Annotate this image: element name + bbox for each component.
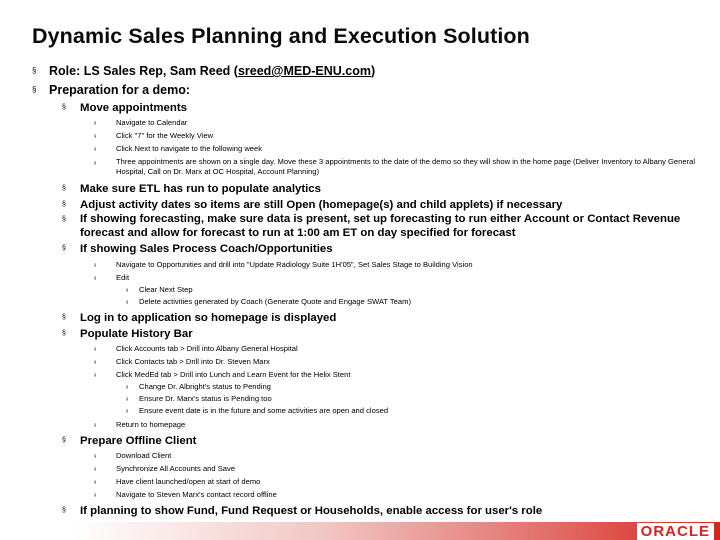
list-item: [94, 143, 262, 154]
fund-text: If planning to show Fund, Fund Request or Households, enable access for user's role: [80, 505, 543, 517]
history-label: Populate History Bar: [80, 328, 193, 340]
bullet-marker: §: [126, 287, 129, 292]
list-item: [94, 259, 473, 270]
bullet-marker: §: [62, 245, 66, 252]
bullet-marker: §: [94, 262, 97, 267]
bullet-marker: §: [126, 408, 129, 413]
activity-dates-text: Adjust activity dates so items are still Open (homepage(s) and child applets) if necessary: [80, 199, 563, 211]
bullet-marker: §: [62, 201, 66, 208]
role-text: [49, 64, 375, 78]
list-item: [126, 382, 271, 392]
preparation-bullet: [32, 83, 190, 97]
role-suffix: ): [371, 64, 376, 78]
step-text: Navigate to Opportunities and drill into "Update Radiology Suite 1H'05", Set Sales Stage to Building Vision: [116, 260, 473, 269]
history-heading: [62, 327, 193, 341]
forecasting-bullet: [62, 213, 710, 240]
step-text: Click Accounts tab > Drill into Albany General Hospital: [116, 344, 298, 353]
bullet-marker: §: [94, 346, 97, 351]
etl-bullet: [62, 182, 321, 196]
role-prefix: Role: LS Sales Rep, Sam Reed (: [49, 64, 238, 78]
bullet-marker: §: [32, 66, 37, 75]
bullet-marker: §: [94, 120, 97, 125]
bullet-marker: §: [94, 275, 97, 280]
fund-bullet: [62, 504, 542, 518]
preparation-text: Preparation for a demo:: [49, 83, 190, 97]
list-item: [94, 343, 298, 354]
bullet-marker: §: [94, 492, 97, 497]
oracle-logo: ORACLE: [637, 523, 714, 540]
list-item: [94, 419, 185, 430]
list-item: [94, 489, 277, 500]
coach-heading: [62, 242, 333, 256]
step-text: Have client launched/open at start of demo: [116, 477, 261, 486]
bullet-marker: §: [94, 359, 97, 364]
email-link[interactable]: sreed@MED-ENU.com: [237, 64, 372, 78]
role-bullet: [32, 64, 375, 78]
footer-gradient-band: [0, 522, 720, 540]
list-item: [126, 394, 272, 404]
substep-text: Clear Next Step: [139, 285, 193, 294]
bullet-marker: §: [126, 299, 129, 304]
list-item: [126, 406, 388, 416]
substep-text: Change Dr. Albright's status to Pending: [139, 382, 271, 391]
bullet-marker: §: [94, 372, 97, 377]
bullet-marker: §: [94, 453, 97, 458]
bullet-marker: §: [94, 479, 97, 484]
bullet-marker: §: [94, 422, 97, 427]
bullet-marker: §: [126, 384, 129, 389]
login-text: Log in to application so homepage is displayed: [80, 312, 337, 324]
step-text: Click Next to navigate to the following week: [116, 144, 263, 153]
substep-text: Ensure event date is in the future and some activities are open and closed: [139, 406, 389, 415]
step-text: Navigate to Calendar: [116, 118, 188, 127]
bullet-marker: §: [94, 466, 97, 471]
list-item: [94, 450, 171, 461]
bullet-marker: §: [94, 146, 97, 151]
step-text: Edit: [116, 273, 130, 282]
list-item: [94, 369, 350, 380]
bullet-marker: §: [62, 507, 66, 514]
step-text: Three appointments are shown on a single day. Move these 3 appointments to the date of the demo so they will show in the home page (Deliver Inventory to Albany General Hospital, Call on Dr. Marx at OC Hospital, Account Planning): [116, 157, 696, 176]
bullet-marker: §: [62, 314, 66, 321]
bullet-marker: §: [62, 104, 66, 111]
activity-dates-bullet: [62, 198, 562, 212]
bullet-marker: §: [62, 437, 66, 444]
list-item: [94, 272, 129, 283]
list-item: [94, 356, 270, 367]
forecasting-text: If showing forecasting, make sure data is present, set up forecasting to run either Account or Contact Revenue forecast and allow for forecast to run at 1:00 am ET on day specified for forecast: [80, 213, 681, 239]
list-item: [126, 285, 193, 295]
step-text: Click "7" for the Weekly View: [116, 131, 214, 140]
slide-title: Dynamic Sales Planning and Execution Solution: [32, 24, 530, 48]
list-item: [94, 130, 213, 141]
coach-label: If showing Sales Process Coach/Opportunities: [80, 243, 333, 255]
list-item: [94, 476, 260, 487]
move-appointments-heading: [62, 101, 187, 115]
list-item: [94, 117, 187, 128]
list-item: [94, 157, 696, 177]
step-text: Download Client: [116, 451, 172, 460]
list-item: [94, 463, 235, 474]
list-item: [126, 297, 411, 307]
bullet-marker: §: [32, 85, 37, 94]
step-text: Click MedEd tab > Drill into Lunch and Learn Event for the Helix Stent: [116, 370, 351, 379]
substep-text: Delete activities generated by Coach (Generate Quote and Engage SWAT Team): [139, 297, 411, 306]
bullet-marker: §: [94, 133, 97, 138]
bullet-marker: §: [62, 216, 66, 223]
etl-text: Make sure ETL has run to populate analytics: [80, 183, 321, 195]
bullet-marker: §: [94, 160, 97, 165]
substep-text: Ensure Dr. Marx's status is Pending too: [139, 394, 272, 403]
login-bullet: [62, 311, 336, 325]
step-text: Return to homepage: [116, 420, 186, 429]
move-appointments-label: Move appointments: [80, 102, 187, 114]
bullet-marker: §: [126, 396, 129, 401]
step-text: Synchronize All Accounts and Save: [116, 464, 236, 473]
offline-label: Prepare Offline Client: [80, 435, 197, 447]
offline-heading: [62, 434, 196, 448]
bullet-marker: §: [62, 330, 66, 337]
bullet-marker: §: [62, 185, 66, 192]
step-text: Click Contacts tab > Drill into Dr. Steven Marx: [116, 357, 270, 366]
step-text: Navigate to Steven Marx's contact record offline: [116, 490, 277, 499]
